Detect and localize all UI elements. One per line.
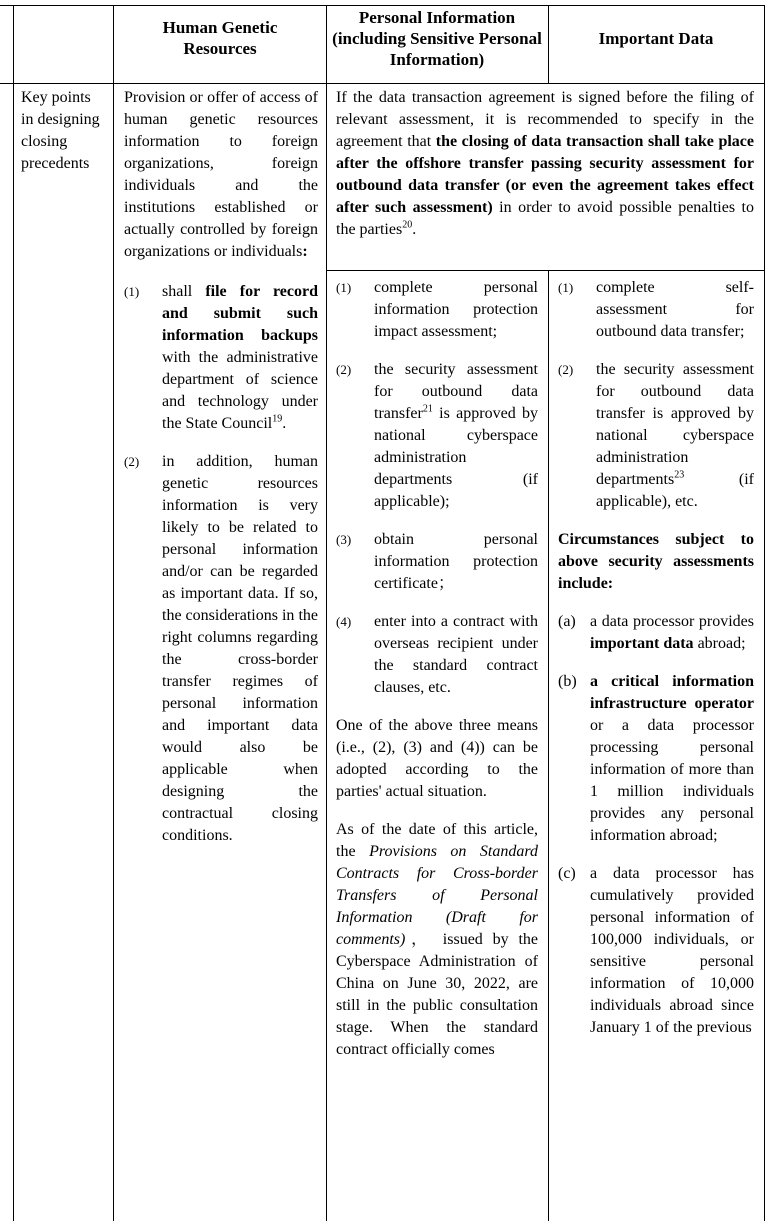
pi-para-standard-contract xyxy=(336,819,538,1061)
list-letter: (b) xyxy=(558,673,577,690)
bold-span: a critical information infrastructure operator xyxy=(590,673,754,712)
pi-cell xyxy=(336,277,538,1077)
bold-span: file for record and submit such information backups xyxy=(162,283,319,344)
hgr-item-1 xyxy=(124,281,318,435)
list-number: (2) xyxy=(336,362,352,377)
merged-recommendation-cell xyxy=(336,87,754,241)
imp-circ-b xyxy=(558,671,754,847)
hgr-item-2-text: in addition, human genetic resources information is very likely to be related to personal information and/or can be regarded as important data. If so, the considerations in the right columns regarding the cross-border transfer regimes of personal information and important data would also be applicable when designing the contractual closing conditions. xyxy=(162,453,318,844)
table-left-border xyxy=(13,5,14,1221)
list-number: (4) xyxy=(336,614,352,629)
bold-span: important data xyxy=(590,635,694,652)
footnote-ref: 19 xyxy=(272,413,283,425)
hgr-item-1-text xyxy=(162,281,318,435)
col2-right-border xyxy=(326,5,327,1221)
text-span: a data processor provides xyxy=(590,613,754,630)
imp-circ-a xyxy=(558,611,754,655)
header-important-data: Important Data xyxy=(598,29,714,48)
text-span: with the administrative department of science and technology under the State Council xyxy=(162,349,318,432)
hgr-intro-colon: : xyxy=(302,243,308,260)
text-span: shall xyxy=(162,283,206,300)
list-number: (1) xyxy=(124,284,140,299)
pi-item-3 xyxy=(336,529,538,595)
pi-item-2 xyxy=(336,359,538,513)
merged-cell-bottom-border xyxy=(326,270,765,271)
hgr-cell xyxy=(124,87,318,863)
list-number: (1) xyxy=(558,280,574,295)
hgr-intro xyxy=(124,87,318,263)
header-human-genetic-resources: Human Genetic Resources xyxy=(162,18,278,58)
col3-right-border-header xyxy=(548,5,549,83)
list-number: (2) xyxy=(124,454,140,469)
imp-item-2-text xyxy=(596,359,754,513)
footnote-ref: 20 xyxy=(402,219,413,231)
pi-para-means: One of the above three means (i.e., (2), (3) and (4)) can be adopted according to the parties' actual situation. xyxy=(336,717,538,800)
col1-right-border xyxy=(113,5,114,1221)
text-span: If the data transaction agreement is signed before the filing of relevant assessment, it is recommended to specify in the agreement that xyxy=(336,89,754,150)
imp-circ-b-text xyxy=(590,671,754,847)
imp-item-1 xyxy=(558,277,754,343)
list-number: (2) xyxy=(558,362,574,377)
header-bottom-border xyxy=(0,83,765,84)
circumstances-heading: Circumstances subject to above security assessments include: xyxy=(558,531,754,592)
pi-item-4-text: enter into a contract with overseas recipient under the standard contract clauses, etc. xyxy=(374,613,538,696)
bold-span: the closing of data transaction shall take place after the offshore transfer passing security assessment for outbound data transfer (or even the agreement takes effect after such assessment) xyxy=(336,133,754,216)
list-letter: (c) xyxy=(558,865,576,882)
row-label: Key points in designing closing precedents xyxy=(21,89,100,172)
col3-right-border-body xyxy=(548,270,549,1221)
list-letter: (a) xyxy=(558,613,576,630)
text-span: the security assessment for outbound data transfer xyxy=(374,361,538,422)
list-number: (3) xyxy=(336,532,352,547)
text-span: . xyxy=(412,221,417,238)
text-span: issued by the Cyberspace Administration of China on June 30, 2022, are still in the public consultation stage. When the standard contract officially comes xyxy=(336,931,538,1058)
hgr-intro-text: Provision or offer of access of human genetic resources information to foreign organizations, foreign individuals and the institutions established or actually controlled by foreign organizations or individuals xyxy=(124,89,318,260)
text-span: is approved by national cyberspace administration departments (if applicable); xyxy=(374,405,538,510)
imp-cell xyxy=(558,277,754,1055)
imp-item-1-text: complete self-assessment for outbound data transfer; xyxy=(596,279,754,340)
footnote-ref: 23 xyxy=(674,469,685,481)
imp-circ-c-text: a data processor has cumulatively provided personal information of 100,000 individuals, or sensitive personal information of 10,000 individuals abroad since January 1 of the previous xyxy=(590,865,754,1036)
text-span: abroad; xyxy=(693,635,746,652)
text-span: the security assessment for outbound data transfer is approved by national cyberspace administration departments xyxy=(596,361,754,488)
text-span: . xyxy=(282,415,287,432)
pi-item-1-text: complete personal information protection impact assessment; xyxy=(374,279,538,340)
table-top-border xyxy=(0,5,765,6)
table-right-border xyxy=(764,5,765,1221)
hgr-item-2 xyxy=(124,451,318,847)
footnote-ref: 21 xyxy=(422,403,433,415)
text-span: (if applicable), etc. xyxy=(596,471,754,510)
pi-item-2-text xyxy=(374,359,538,513)
pi-item-4 xyxy=(336,611,538,699)
text-span: As of the date of this article, the xyxy=(336,821,538,860)
list-number: (1) xyxy=(336,280,352,295)
imp-item-2 xyxy=(558,359,754,513)
imp-circ-a-text xyxy=(590,611,754,655)
italic-span: Provisions on Standard Contracts for Cross-border Transfers of Personal Information (Draft for comments) xyxy=(336,843,539,948)
pi-item-1 xyxy=(336,277,538,343)
text-span: or a data processor processing personal information of more than 1 million individuals provides any personal information abroad; xyxy=(590,717,754,844)
text-span: ， xyxy=(405,931,433,948)
header-personal-information: Personal Information (including Sensitive Personal Information) xyxy=(332,8,542,69)
text-span: in order to avoid possible penalties to the parties xyxy=(336,199,754,238)
imp-circ-c xyxy=(558,863,754,1039)
pi-item-3-text: obtain personal information protection certificate； xyxy=(374,531,538,592)
